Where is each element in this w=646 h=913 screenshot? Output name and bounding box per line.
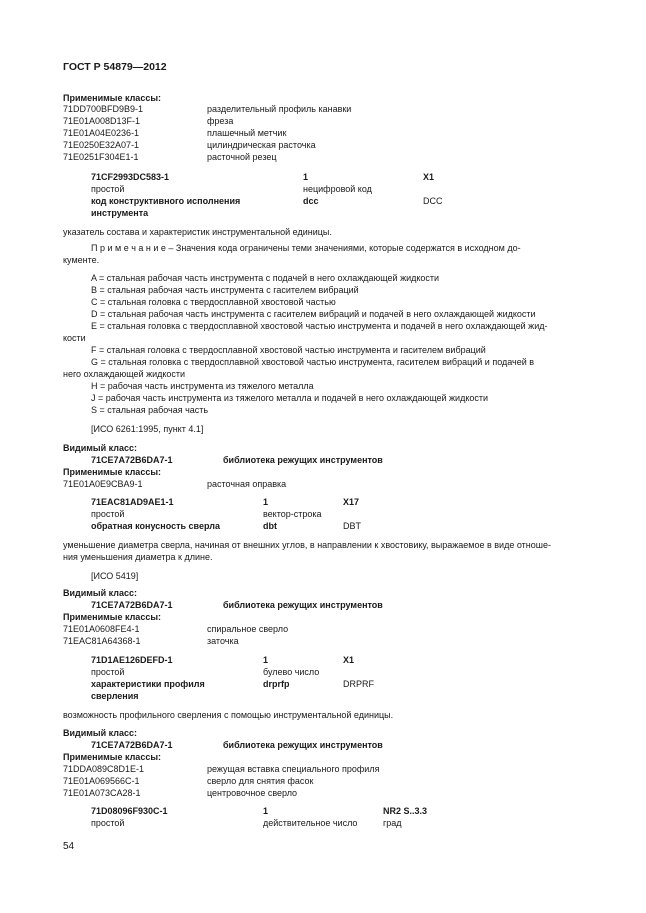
class-name: режущая вставка специального профиля bbox=[207, 764, 380, 774]
visible-class-name: библиотека режущих инструментов bbox=[223, 600, 383, 610]
list-item: G = стальная головка с твердосплавной хвостовой частью инструмента, гасителем вибраций и подачей в bbox=[91, 357, 535, 367]
property-kind: простой bbox=[91, 509, 125, 519]
applicable-classes-label: Применимые классы: bbox=[63, 467, 162, 477]
list-item: кости bbox=[63, 333, 86, 343]
class-code: 71E01A073CA28-1 bbox=[63, 788, 141, 798]
property-multiplicity: 1 bbox=[303, 172, 309, 182]
property-short-name: dbt bbox=[263, 521, 277, 531]
property-short-name: drprfp bbox=[263, 679, 290, 689]
list-item: D = стальная рабочая часть инструмента с гасителем вибраций и подачей в него охлаждающей жидкости bbox=[91, 309, 536, 319]
property-code: 71CF2993DC583-1 bbox=[91, 172, 170, 182]
property-type: вектор-строка bbox=[263, 509, 322, 519]
note-line: П р и м е ч а н и е – Значения кода ограничены теми значениями, которые содержатся в исходном до- bbox=[91, 243, 521, 253]
class-name: заточка bbox=[207, 636, 239, 646]
class-code: 71E01A008D13F-1 bbox=[63, 116, 141, 126]
visible-class-label: Видимый класс: bbox=[63, 588, 137, 598]
visible-class-code: 71CE7A72B6DA7-1 bbox=[91, 740, 173, 750]
property-short-name-upper: DRPRF bbox=[343, 679, 374, 689]
property-unit: X17 bbox=[343, 497, 360, 507]
property-unit: X1 bbox=[343, 655, 355, 665]
property-name-cont: сверления bbox=[91, 691, 139, 701]
applicable-classes-label: Применимые классы: bbox=[63, 752, 162, 762]
class-code: 71E01A0608FE4-1 bbox=[63, 624, 140, 634]
class-code: 71E01A069566C-1 bbox=[63, 776, 140, 786]
property-unit: NR2 S..3.3 bbox=[383, 806, 428, 816]
class-code: 71DDA089C8D1E-1 bbox=[63, 764, 145, 774]
visible-class-code: 71CE7A72B6DA7-1 bbox=[91, 600, 173, 610]
property-unit-name: град bbox=[383, 818, 402, 828]
visible-class-name: библиотека режущих инструментов bbox=[223, 740, 383, 750]
property-name: код конструктивного исполнения bbox=[91, 196, 241, 206]
class-code: 71E01A04E0236-1 bbox=[63, 128, 140, 138]
property-type: булево число bbox=[263, 667, 320, 677]
class-code: 71E01A0E9CBA9-1 bbox=[63, 479, 143, 489]
class-code: 71DD700BFD9B9-1 bbox=[63, 104, 144, 114]
property-multiplicity: 1 bbox=[263, 497, 269, 507]
class-name: сверло для снятия фасок bbox=[207, 776, 314, 786]
list-item: B = стальная рабочая часть инструмента с гасителем вибраций bbox=[91, 285, 359, 295]
property-type: нецифровой код bbox=[303, 184, 372, 194]
note-line: кументе. bbox=[63, 255, 100, 265]
class-name: расточной резец bbox=[207, 152, 277, 162]
property-short-name-upper: DCC bbox=[423, 196, 443, 206]
property-short-name-upper: DBT bbox=[343, 521, 361, 531]
visible-class-label: Видимый класс: bbox=[63, 728, 137, 738]
class-name: расточная оправка bbox=[207, 479, 287, 489]
class-name: цилиндрическая расточка bbox=[207, 140, 316, 150]
document-header: ГОСТ Р 54879—2012 bbox=[63, 61, 167, 73]
list-item: E = стальная головка с твердосплавной хвостовой частью инструмента и подачей в него охлаждающей жид- bbox=[91, 321, 548, 331]
page-number: 54 bbox=[63, 841, 75, 852]
list-item: A = стальная рабочая часть инструмента с подачей в него охлаждающей жидкости bbox=[91, 273, 440, 283]
reference: [ИСО 5419] bbox=[91, 571, 139, 581]
applicable-classes-label: Применимые классы: bbox=[63, 612, 162, 622]
property-code: 71EAC81AD9AE1-1 bbox=[91, 497, 174, 507]
class-name: фреза bbox=[207, 116, 234, 126]
property-multiplicity: 1 bbox=[263, 655, 269, 665]
property-unit: X1 bbox=[423, 172, 435, 182]
class-name: разделительный профиль канавки bbox=[207, 104, 352, 114]
list-item: J = рабочая часть инструмента из тяжелого металла и подачей в него охлаждающей жидкости bbox=[91, 393, 489, 403]
class-code: 71E0250E32A07-1 bbox=[63, 140, 140, 150]
applicable-classes-label: Применимые классы: bbox=[63, 93, 162, 103]
reference: [ИСО 6261:1995, пункт 4.1] bbox=[91, 424, 204, 434]
list-item: H = рабочая часть инструмента из тяжелого металла bbox=[91, 381, 314, 391]
list-item: F = стальная головка с твердосплавной хвостовой частью инструмента и гасителем вибраций bbox=[91, 345, 486, 355]
property-short-name: dcc bbox=[303, 196, 319, 206]
class-code: 71E0251F304E1-1 bbox=[63, 152, 139, 162]
list-item: него охлаждающей жидкости bbox=[63, 369, 186, 379]
visible-class-label: Видимый класс: bbox=[63, 443, 137, 453]
property-definition: указатель состава и характеристик инструментальной единицы. bbox=[63, 227, 332, 237]
property-kind: простой bbox=[91, 818, 125, 828]
class-name: центровочное сверло bbox=[207, 788, 298, 798]
property-definition: возможность профильного сверления с помощью инструментальной единицы. bbox=[63, 710, 394, 720]
property-kind: простой bbox=[91, 667, 125, 677]
class-name: спиральное сверло bbox=[207, 624, 289, 634]
property-name: обратная конусность сверла bbox=[91, 521, 220, 531]
property-code: 71D08096F930C-1 bbox=[91, 806, 168, 816]
property-multiplicity: 1 bbox=[263, 806, 269, 816]
visible-class-code: 71CE7A72B6DA7-1 bbox=[91, 455, 173, 465]
property-code: 71D1AE126DEFD-1 bbox=[91, 655, 173, 665]
visible-class-name: библиотека режущих инструментов bbox=[223, 455, 383, 465]
property-kind: простой bbox=[91, 184, 125, 194]
class-code: 71EAC81A64368-1 bbox=[63, 636, 141, 646]
property-name-cont: инструмента bbox=[91, 208, 149, 218]
property-name: характеристики профиля bbox=[91, 679, 205, 689]
list-item: S = стальная рабочая часть bbox=[91, 405, 209, 415]
property-definition: уменьшение диаметра сверла, начиная от внешних углов, в направлении к хвостовику, выражаемое в виде отноше- bbox=[63, 540, 551, 550]
property-definition-cont: ния уменьшения диаметра к длине. bbox=[63, 552, 213, 562]
class-name: плашечный метчик bbox=[207, 128, 287, 138]
property-type: действительное число bbox=[263, 818, 358, 828]
list-item: C = стальная головка с твердосплавной хвостовой частью bbox=[91, 297, 336, 307]
